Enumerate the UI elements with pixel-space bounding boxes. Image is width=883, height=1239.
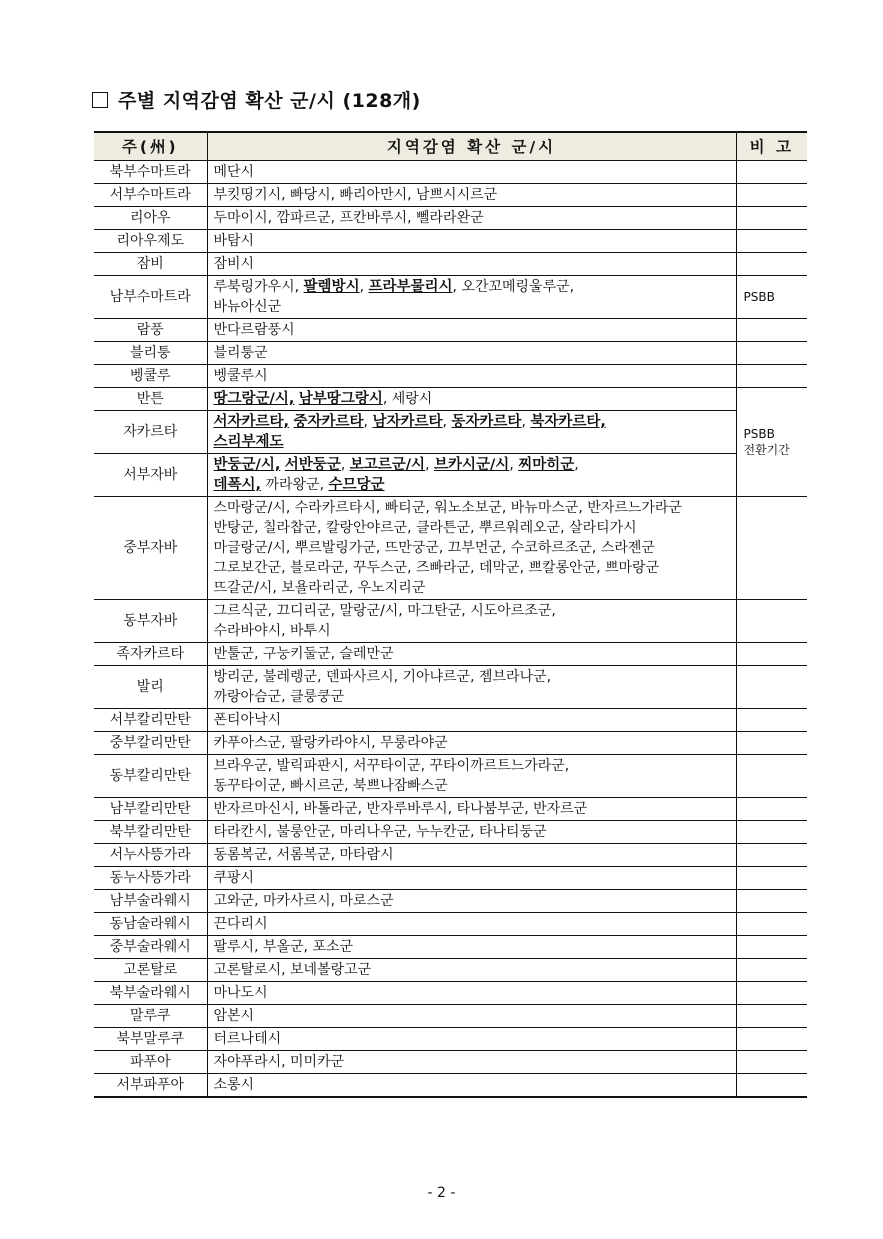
city-text: 자야푸라시, 미미카군 bbox=[213, 1054, 345, 1070]
province-cell: 람풍 bbox=[94, 319, 207, 342]
cities-line bbox=[214, 389, 730, 409]
cities-line bbox=[214, 1075, 730, 1095]
city-text: 수라바야시, 바투시 bbox=[213, 623, 331, 639]
province-cell: 블리퉁 bbox=[94, 342, 207, 365]
cities-line bbox=[214, 320, 730, 340]
city-text: 브라우군, 발릭파판시, 서꾸타이군, 꾸타이까르트느가라군, bbox=[213, 758, 570, 774]
city-text: 마나도시 bbox=[213, 985, 268, 1001]
cities-cell bbox=[207, 913, 736, 936]
province-cell: 남부칼리만탄 bbox=[94, 798, 207, 821]
cities-cell bbox=[207, 821, 736, 844]
table-row bbox=[94, 600, 807, 643]
city-text: 폰티아낙시 bbox=[213, 712, 282, 728]
table-row bbox=[94, 709, 807, 732]
cities-line bbox=[214, 756, 730, 776]
city-text: 반탕군, 칠라찹군, 칼랑안야르군, 클라튼군, 뿌르워레오군, 살라티가시 bbox=[213, 520, 637, 536]
province-cell: 북부수마트라 bbox=[94, 161, 207, 184]
cities-line bbox=[214, 432, 730, 452]
city-text: 스마랑군/시, 수라카르타시, 빠티군, 워노소보군, 바뉴마스군, 반자르느가라군 bbox=[213, 500, 682, 516]
remarks-cell bbox=[736, 867, 807, 890]
highlighted-city-text: 찌마히군 bbox=[518, 457, 575, 473]
remarks-cell bbox=[736, 643, 807, 666]
cities-line bbox=[214, 733, 730, 753]
city-text: 그로보간군, 블로라군, 꾸두스군, 즈빠라군, 데막군, 쁘칼롱안군, 쁘마랑군 bbox=[213, 560, 660, 576]
province-cell: 서누사뜽가라 bbox=[94, 844, 207, 867]
cities-cell bbox=[207, 798, 736, 821]
table-row bbox=[94, 913, 807, 936]
remarks-cell bbox=[736, 959, 807, 982]
city-text: , 세랑시 bbox=[382, 391, 433, 407]
cities-cell bbox=[207, 844, 736, 867]
cities-cell bbox=[207, 388, 736, 411]
cities-line bbox=[214, 277, 730, 297]
city-text: 부킷띵기시, 빠당시, 빠리아만시, 남쁘시시르군 bbox=[213, 187, 498, 203]
cities-cell bbox=[207, 365, 736, 388]
remarks-cell bbox=[736, 755, 807, 798]
highlighted-city-text: 반둥군/시, bbox=[213, 457, 281, 473]
city-text: 팔루시, 부올군, 포소군 bbox=[213, 939, 354, 955]
province-cell: 발리 bbox=[94, 666, 207, 709]
cities-line bbox=[214, 343, 730, 363]
province-cell: 서부자바 bbox=[94, 454, 207, 497]
cities-line bbox=[214, 558, 730, 578]
table-row bbox=[94, 1028, 807, 1051]
regional-spread-table bbox=[94, 131, 807, 1098]
remarks-cell bbox=[736, 732, 807, 755]
remarks-cell bbox=[736, 230, 807, 253]
cities-cell bbox=[207, 253, 736, 276]
cities-line bbox=[214, 1029, 730, 1049]
cities-cell bbox=[207, 1028, 736, 1051]
province-cell: 말루쿠 bbox=[94, 1005, 207, 1028]
remarks-cell bbox=[736, 365, 807, 388]
province-cell: 서부파푸아 bbox=[94, 1074, 207, 1098]
city-text: , bbox=[574, 457, 579, 473]
city-text: 방리군, 불레렝군, 덴파사르시, 기아냐르군, 젬브라나군, bbox=[213, 669, 552, 685]
highlighted-city-text: 남부땅그랑시 bbox=[298, 391, 383, 407]
remarks-cell bbox=[736, 666, 807, 709]
highlighted-city-text: 데폭시, bbox=[213, 477, 262, 493]
remarks-cell bbox=[736, 1051, 807, 1074]
cities-line bbox=[214, 208, 730, 228]
province-cell: 리아우제도 bbox=[94, 230, 207, 253]
province-cell: 자카르타 bbox=[94, 411, 207, 454]
table-row bbox=[94, 755, 807, 798]
remarks-cell bbox=[736, 982, 807, 1005]
cities-line bbox=[214, 937, 730, 957]
cities-cell bbox=[207, 319, 736, 342]
cities-line bbox=[214, 983, 730, 1003]
cities-cell bbox=[207, 207, 736, 230]
highlighted-city-text: 동자카르타 bbox=[451, 414, 522, 430]
cities-line bbox=[214, 1052, 730, 1072]
city-text: 두마이시, 깜파르군, 프칸바루시, 뻴라라완군 bbox=[213, 210, 484, 226]
remarks-cell bbox=[736, 890, 807, 913]
cities-line bbox=[214, 601, 730, 621]
province-cell: 북부말루쿠 bbox=[94, 1028, 207, 1051]
city-text: 쿠팡시 bbox=[213, 870, 255, 886]
province-cell: 중부자바 bbox=[94, 497, 207, 600]
cities-line bbox=[214, 914, 730, 934]
city-text: , bbox=[425, 457, 434, 473]
table-row bbox=[94, 365, 807, 388]
province-cell: 반튼 bbox=[94, 388, 207, 411]
cities-cell bbox=[207, 1074, 736, 1098]
cities-line bbox=[214, 799, 730, 819]
cities-line bbox=[214, 231, 730, 251]
cities-line bbox=[214, 667, 730, 687]
remarks-cell bbox=[736, 600, 807, 643]
cities-cell bbox=[207, 454, 736, 497]
province-cell: 동부칼리만탄 bbox=[94, 755, 207, 798]
table-row bbox=[94, 982, 807, 1005]
cities-cell bbox=[207, 732, 736, 755]
city-text: 루북링가우시, bbox=[213, 279, 304, 295]
cities-line bbox=[214, 162, 730, 182]
remarks-cell bbox=[736, 821, 807, 844]
table-row bbox=[94, 1074, 807, 1098]
city-text: 마글랑군/시, 뿌르발링가군, 뜨만궁군, 끄부먼군, 수코하르조군, 스라젠군 bbox=[213, 540, 655, 556]
remarks-cell bbox=[736, 342, 807, 365]
cities-cell bbox=[207, 600, 736, 643]
cities-cell bbox=[207, 709, 736, 732]
remarks-cell bbox=[736, 1028, 807, 1051]
province-cell: 남부수마트라 bbox=[94, 276, 207, 319]
city-text: 고와군, 마카사르시, 마로스군 bbox=[213, 893, 394, 909]
header-remarks: 비 고 bbox=[736, 132, 807, 161]
remarks-cell bbox=[736, 253, 807, 276]
highlighted-city-text: 프라부물리시 bbox=[368, 279, 453, 295]
cities-cell bbox=[207, 161, 736, 184]
remarks-cell bbox=[736, 798, 807, 821]
highlighted-city-text: 서반둥군 bbox=[284, 457, 341, 473]
table-row bbox=[94, 1005, 807, 1028]
highlighted-city-text: 중자카르타 bbox=[293, 414, 364, 430]
province-cell: 고론탈로 bbox=[94, 959, 207, 982]
city-text: 동롬복군, 서롬복군, 마타람시 bbox=[213, 847, 394, 863]
table-row bbox=[94, 798, 807, 821]
city-text: , 오간꼬메링울루군, bbox=[452, 279, 575, 295]
city-text: 소롱시 bbox=[213, 1077, 255, 1093]
cities-cell bbox=[207, 666, 736, 709]
city-text: 동꾸타이군, 빠시르군, 북쁘나잠빠스군 bbox=[213, 778, 448, 794]
table-row bbox=[94, 959, 807, 982]
cities-line bbox=[214, 518, 730, 538]
cities-cell bbox=[207, 643, 736, 666]
table-row bbox=[94, 230, 807, 253]
highlighted-city-text: 서자카르타, bbox=[213, 414, 290, 430]
remarks-cell bbox=[736, 497, 807, 600]
city-text: 바탐시 bbox=[213, 233, 255, 249]
table-row bbox=[94, 666, 807, 709]
cities-cell bbox=[207, 230, 736, 253]
province-cell: 동남술라웨시 bbox=[94, 913, 207, 936]
cities-cell bbox=[207, 497, 736, 600]
cities-cell bbox=[207, 342, 736, 365]
table-row bbox=[94, 207, 807, 230]
highlighted-city-text: 브카시군/시 bbox=[433, 457, 510, 473]
table-row bbox=[94, 388, 807, 411]
highlighted-city-text: 수므당군 bbox=[328, 477, 385, 493]
remarks-cell bbox=[736, 1005, 807, 1028]
table-row bbox=[94, 184, 807, 207]
title-text: 주별 지역감염 확산 군/시 (128개) bbox=[118, 90, 421, 112]
city-text: 까랑아슴군, 클룽쿵군 bbox=[213, 689, 345, 705]
city-text: 타라칸시, 불룽안군, 마리나우군, 누누칸군, 타나티둥군 bbox=[213, 824, 547, 840]
document-title bbox=[92, 86, 421, 113]
remarks-cell bbox=[736, 844, 807, 867]
city-text: 잠비시 bbox=[213, 256, 255, 272]
cities-line bbox=[214, 710, 730, 730]
province-cell: 리아우 bbox=[94, 207, 207, 230]
city-text: 바뉴아신군 bbox=[213, 299, 282, 315]
table-row bbox=[94, 276, 807, 319]
table-row bbox=[94, 497, 807, 600]
city-text: 벵쿨루시 bbox=[213, 368, 268, 384]
province-cell: 서부칼리만탄 bbox=[94, 709, 207, 732]
table-row bbox=[94, 319, 807, 342]
cities-line bbox=[214, 960, 730, 980]
province-cell: 북부칼리만탄 bbox=[94, 821, 207, 844]
page-number: - 2 - bbox=[427, 1185, 456, 1201]
header-province: 주(州) bbox=[94, 132, 207, 161]
table-row bbox=[94, 411, 807, 454]
city-text: 카푸아스군, 팔랑카라야시, 무룽라야군 bbox=[213, 735, 448, 751]
city-text: 블리퉁군 bbox=[213, 345, 268, 361]
city-text: , bbox=[442, 414, 452, 430]
city-text: 뜨갈군/시, 보욜라리군, 우노지리군 bbox=[213, 580, 426, 596]
cities-line bbox=[214, 845, 730, 865]
province-cell: 벵쿨루 bbox=[94, 365, 207, 388]
remarks-cell bbox=[736, 319, 807, 342]
cities-line bbox=[214, 185, 730, 205]
cities-line bbox=[214, 891, 730, 911]
cities-line bbox=[214, 578, 730, 598]
cities-cell bbox=[207, 890, 736, 913]
cities-line bbox=[214, 1006, 730, 1026]
city-text: 메단시 bbox=[213, 164, 255, 180]
highlighted-city-text: 보고르군/시 bbox=[349, 457, 426, 473]
cities-line bbox=[214, 687, 730, 707]
cities-line bbox=[214, 776, 730, 796]
cities-line bbox=[214, 498, 730, 518]
city-text: 반다르람풍시 bbox=[213, 322, 295, 338]
province-cell: 동누사뜽가라 bbox=[94, 867, 207, 890]
city-text: , bbox=[359, 279, 369, 295]
remarks-cell bbox=[736, 1074, 807, 1098]
table-row bbox=[94, 253, 807, 276]
cities-line bbox=[214, 366, 730, 386]
remarks-cell bbox=[736, 388, 807, 497]
city-text: 암본시 bbox=[213, 1008, 255, 1024]
province-cell: 족자카르타 bbox=[94, 643, 207, 666]
highlighted-city-text: 남자카르타 bbox=[372, 414, 443, 430]
header-cities: 지역감염 확산 군/시 bbox=[207, 132, 736, 161]
table-row bbox=[94, 161, 807, 184]
table-row bbox=[94, 844, 807, 867]
city-text: , bbox=[363, 414, 373, 430]
cities-cell bbox=[207, 276, 736, 319]
table-row bbox=[94, 936, 807, 959]
province-cell: 서부수마트라 bbox=[94, 184, 207, 207]
remarks-cell bbox=[736, 913, 807, 936]
cities-line bbox=[214, 822, 730, 842]
cities-cell bbox=[207, 936, 736, 959]
remarks-cell bbox=[736, 276, 807, 319]
table-row bbox=[94, 821, 807, 844]
province-cell: 잠비 bbox=[94, 253, 207, 276]
city-text: , bbox=[521, 414, 531, 430]
table-row bbox=[94, 732, 807, 755]
cities-line bbox=[214, 644, 730, 664]
cities-line bbox=[214, 538, 730, 558]
cities-cell bbox=[207, 867, 736, 890]
province-cell: 파푸아 bbox=[94, 1051, 207, 1074]
checkbox-square-icon bbox=[92, 92, 108, 108]
city-text: 반자르마신시, 바톨라군, 반자루바루시, 타나붐부군, 반자르군 bbox=[213, 801, 588, 817]
province-cell: 중부칼리만탄 bbox=[94, 732, 207, 755]
table-row bbox=[94, 890, 807, 913]
highlighted-city-text: 북자카르타, bbox=[530, 414, 606, 430]
city-text: , bbox=[340, 457, 350, 473]
cities-line bbox=[214, 868, 730, 888]
cities-line bbox=[214, 475, 730, 495]
cities-cell bbox=[207, 184, 736, 207]
table-row bbox=[94, 342, 807, 365]
cities-line bbox=[214, 254, 730, 274]
province-cell: 동부자바 bbox=[94, 600, 207, 643]
city-text: 그르식군, 끄디리군, 말랑군/시, 마그탄군, 시도아르조군, bbox=[213, 603, 556, 619]
remarks-text: PSBB bbox=[743, 290, 775, 304]
table-row bbox=[94, 1051, 807, 1074]
table-row bbox=[94, 454, 807, 497]
province-cell: 북부술라웨시 bbox=[94, 982, 207, 1005]
remarks-cell bbox=[736, 184, 807, 207]
remarks-text: PSBB 전환기간 bbox=[743, 427, 790, 457]
cities-cell bbox=[207, 959, 736, 982]
highlighted-city-text: 땅그랑군/시, bbox=[213, 391, 295, 407]
remarks-cell bbox=[736, 709, 807, 732]
city-text: 끈다리시 bbox=[213, 916, 268, 932]
table-row bbox=[94, 867, 807, 890]
province-cell: 남부술라웨시 bbox=[94, 890, 207, 913]
cities-cell bbox=[207, 1005, 736, 1028]
highlighted-city-text: 팔렘방시 bbox=[303, 279, 360, 295]
cities-cell bbox=[207, 982, 736, 1005]
cities-cell bbox=[207, 1051, 736, 1074]
remarks-cell bbox=[736, 161, 807, 184]
table-header-row bbox=[94, 132, 807, 161]
city-text: , bbox=[509, 457, 519, 473]
remarks-cell bbox=[736, 936, 807, 959]
cities-cell bbox=[207, 411, 736, 454]
cities-line bbox=[214, 621, 730, 641]
city-text: 고론탈로시, 보네볼랑고군 bbox=[213, 962, 372, 978]
city-text: 터르나테시 bbox=[213, 1031, 282, 1047]
province-cell: 중부술라웨시 bbox=[94, 936, 207, 959]
highlighted-city-text: 스리부제도 bbox=[213, 434, 284, 450]
city-text: 반툴군, 구눙키둘군, 슬레만군 bbox=[213, 646, 394, 662]
cities-line bbox=[214, 412, 730, 432]
cities-line bbox=[214, 455, 730, 475]
remarks-cell bbox=[736, 207, 807, 230]
table-row bbox=[94, 643, 807, 666]
cities-cell bbox=[207, 755, 736, 798]
cities-line bbox=[214, 297, 730, 317]
city-text: 까라왕군, bbox=[261, 477, 329, 493]
